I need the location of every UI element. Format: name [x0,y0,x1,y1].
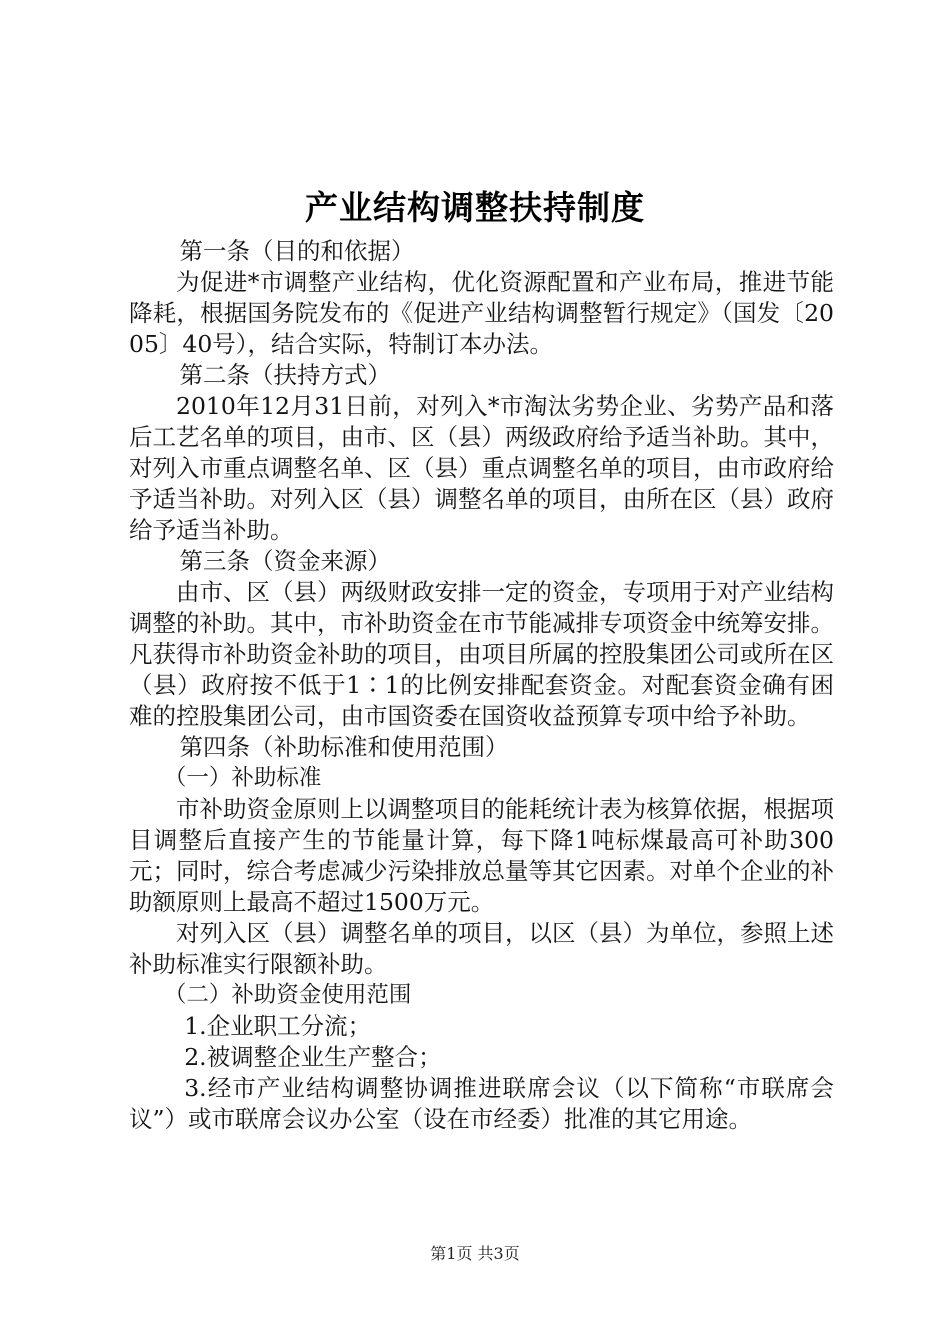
document-title: 产业结构调整扶持制度 [305,188,645,227]
article-3-heading: 第三条（资金来源） [179,547,392,575]
list-item-3: 3.经市产业结构调整协调推进联席会议（以下简称“市联席会议”）或市联席会议办公室（设在市经委）批准的其它用途。 [129,1074,834,1133]
list-item-1: 1.企业职工分流； [184,1012,372,1040]
article-2-text: 2010年12月31日前，对列入*市淘汰劣势企业、劣势产品和落后工艺名单的项目，由市、区（县）两级政府给予适当补助。其中，对列入市重点调整名单、区（县）重点调整名单的项目，由市政府给予适当补助。对列入区（县）调整名单的项目，由所在区（县）政府给予适当补助。 [129,392,834,544]
subsection-1-text-2: 对列入区（县）调整名单的项目，以区（县）为单位，参照上述补助标准实行限额补助。 [129,919,834,978]
page-number: 第1页 共3页 [430,1244,520,1263]
list-item-2: 2.被调整企业生产整合； [184,1043,442,1071]
article-2-heading: 第二条（扶持方式） [179,361,392,389]
subsection-1-text: 市补助资金原则上以调整项目的能耗统计表为核算依据，根据项目调整后直接产生的节能量计算，每下降1吨标煤最高可补助300元；同时，综合考虑减少污染排放总量等其它因素。对单个企业的补助额原则上最高不超过1500万元。 [129,795,834,916]
subsection-1-heading: （一）补助标准 [163,765,322,791]
article-4-heading: 第四条（补助标准和使用范围） [179,733,509,761]
article-1-text: 为促进*市调整产业结构，优化资源配置和产业布局，推进节能降耗，根据国务院发布的《促进产业结构调整暂行规定》（国发〔2005〕40号），结合实际，特制订本办法。 [129,268,834,358]
article-1-heading: 第一条（目的和依据） [179,237,415,265]
document-body [129,236,834,1135]
article-3-text: 由市、区（县）两级财政安排一定的资金，专项用于对产业结构调整的补助。其中，市补助资金在市节能减排专项资金中统筹安排。凡获得市补助资金补助的项目，由项目所属的控股集团公司或所在区（县）政府按不低于1∶1的比例安排配套资金。对配套资金确有困难的控股集团公司，由市国资委在国资收益预算专项中给予补助。 [129,578,834,730]
subsection-2-heading: （二）补助资金使用范围 [163,982,412,1008]
